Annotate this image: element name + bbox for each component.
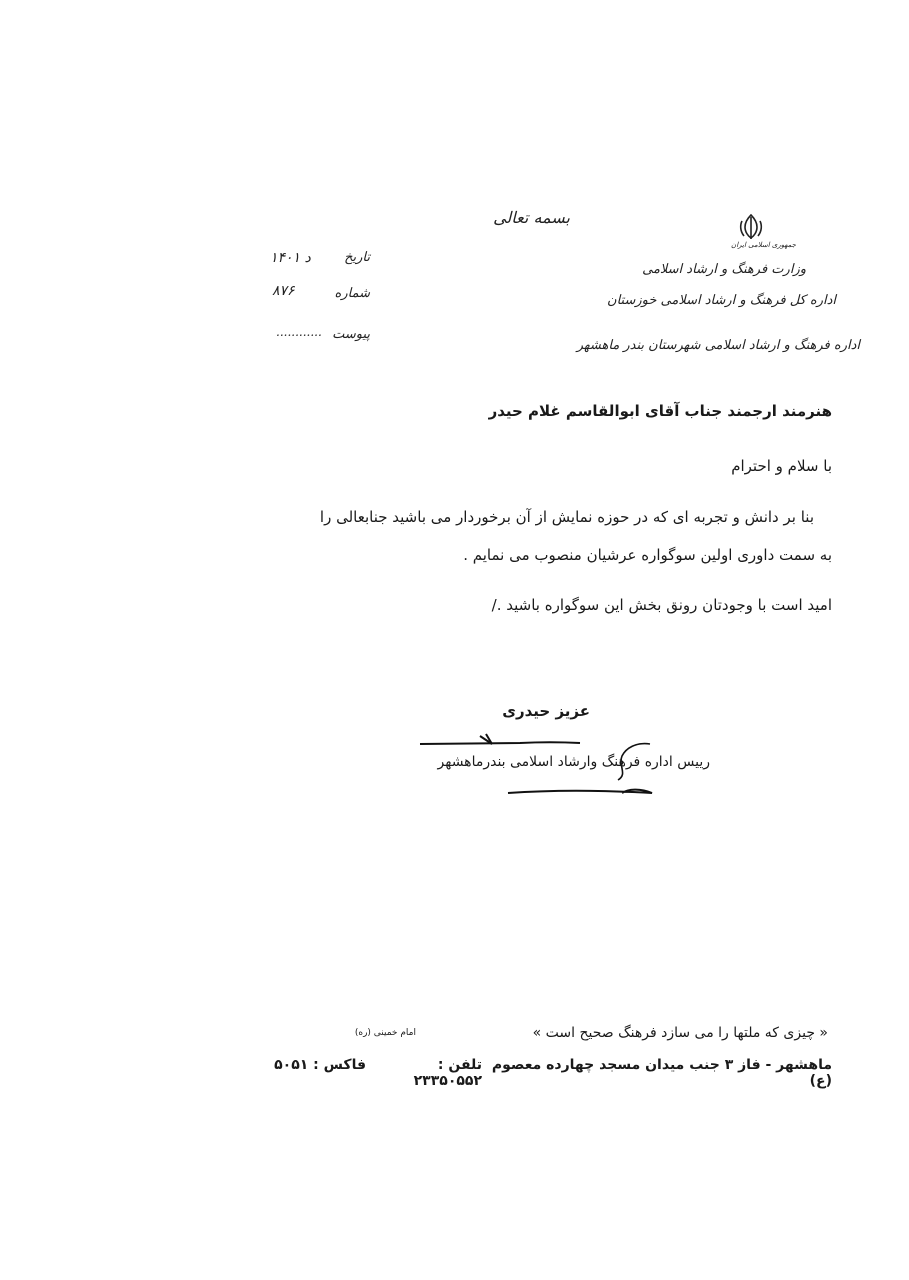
footer-address: ماهشهر - فاز ۳ جنب میدان مسجد چهارده معصوم (ع)	[491, 1057, 832, 1089]
local-office-name: اداره فرهنگ و ارشاد اسلامی شهرستان بندر ماهشهر	[576, 338, 860, 353]
date-value: د ۱۴۰۱	[270, 250, 311, 266]
closing-line: امید است با وجودتان رونق بخش این سوگواره باشید ./	[491, 596, 832, 614]
footer-quote-author: امام خمینی (ره)	[354, 1028, 416, 1038]
general-office-name: اداره کل فرهنگ و ارشاد اسلامی خوزستان	[607, 293, 836, 308]
number-label: شماره	[334, 286, 370, 301]
bismillah-heading: بسمه تعالی	[493, 208, 570, 227]
ministry-name: وزارت فرهنگ و ارشاد اسلامی	[642, 262, 806, 277]
attachment-value: ............	[276, 325, 322, 339]
number-value: ۸۷۶	[272, 283, 295, 299]
footer-quote: « چیزی که ملتها را می سازد فرهنگ صحیح است »	[532, 1025, 828, 1041]
body-line-1: بنا بر دانش و تجربه ای که در حوزه نمایش از آن برخوردار می باشید جنابعالی را	[319, 508, 814, 526]
attachment-label: پیوست	[332, 327, 370, 342]
emblem-caption: جمهوری اسلامی ایران	[731, 241, 796, 249]
iran-emblem-icon	[736, 212, 766, 242]
footer-fax: فاکس : ۵۰۵۱	[274, 1057, 366, 1073]
signatory-name: عزیز حیدری	[502, 702, 590, 720]
date-label: تاریخ	[344, 250, 370, 265]
footer-phone: تلفن : ۲۳۳۵۰۵۵۲	[413, 1057, 482, 1089]
greeting-line: با سلام و احترام	[731, 457, 832, 475]
signatory-title: رییس اداره فرهنگ وارشاد اسلامی بندرماهشهر	[437, 754, 710, 770]
recipient-line: هنرمند ارجمند جناب آقای ابوالقاسم غلام حیدر	[488, 402, 832, 420]
body-line-2: به سمت داوری اولین سوگواره عرشیان منصوب می نمایم .	[463, 546, 832, 564]
